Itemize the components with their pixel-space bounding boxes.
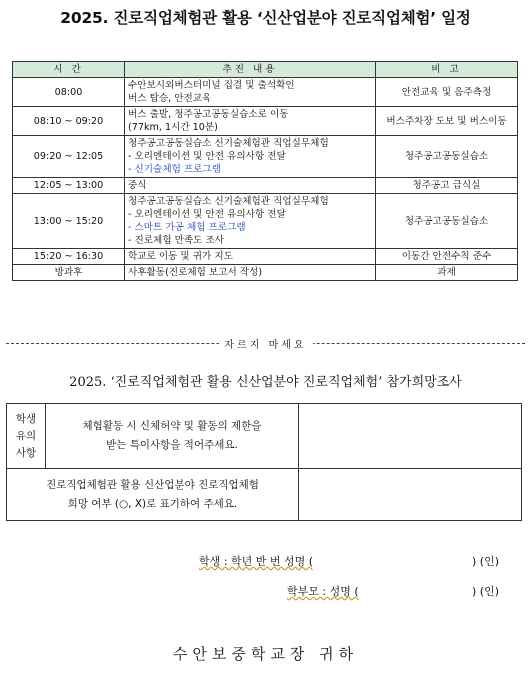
schedule-content-line: 버스 출발, 청주공고공동실습소로 이동 [128,109,289,120]
schedule-time: 12:05 ~ 13:00 [13,178,125,194]
header-content: 추진 내용 [125,62,376,78]
document-title: 2025. 진로직업체험관 활용 ‘신산업분야 진로직업체험’ 일정 [60,9,471,27]
schedule-content-line: - 스마트 가공 체험 프로그램 [128,222,246,233]
schedule-content-line: - 오리엔테이션 및 안전 유의사항 전달 [128,209,286,220]
schedule-row [13,249,518,265]
schedule-content [125,107,376,136]
schedule-content-line: 청주공고공동실습소 신기술체험관 직업실무체험 [128,138,329,149]
schedule-row [13,107,518,136]
survey-table [6,403,522,521]
schedule-row [13,136,518,178]
student-seal: ) (인) [472,555,499,568]
schedule-row [13,265,518,281]
schedule-content-line: 버스 탑승, 안전교육 [128,93,212,104]
schedule-note: 청주공고공동실습소 [376,194,518,249]
schedule-note: 과제 [376,265,518,281]
schedule-table [12,61,518,281]
label-line: 유의 [15,429,37,442]
schedule-content-line: - 신기술체험 프로그램 [128,164,221,175]
question-line: 진로직업체험관 활용 신산업분야 진로직업체험 [46,478,259,491]
schedule-note: 청주공고공동실습소 [376,136,518,178]
schedule-time: 08:10 ~ 09:20 [13,107,125,136]
schedule-row [13,194,518,249]
label-line: 학생 [15,412,37,425]
schedule-time: 08:00 [13,78,125,107]
student-signature-label: 학생 : 학년 반 번 성명 ( [199,555,313,568]
cut-line-label: 자르지 마세요 [218,336,312,351]
schedule-note: 청주공고 급식실 [376,178,518,194]
schedule-content-line: 중식 [128,180,147,191]
schedule-note: 안전교육 및 음주측정 [376,78,518,107]
principal-addressee: 수안보중학교장 귀하 [172,645,359,663]
special-notes-question [46,404,299,469]
schedule-time: 09:20 ~ 12:05 [13,136,125,178]
label-line: 사항 [15,446,37,459]
schedule-time: 방과후 [13,265,125,281]
schedule-content [125,249,376,265]
schedule-note: 버스주차장 도보 및 버스이동 [376,107,518,136]
schedule-note: 이동간 안전수칙 준수 [376,249,518,265]
schedule-row [13,178,518,194]
schedule-content [125,265,376,281]
schedule-time: 13:00 ~ 15:20 [13,194,125,249]
participation-question [7,469,299,521]
survey-title: 2025. ‘진로직업체험관 활용 신산업분야 진로직업체험’ 참가희망조사 [69,375,462,390]
special-notes-answer[interactable] [299,404,522,469]
parent-signature-line [287,583,359,599]
student-notes-label [7,404,46,469]
schedule-header-row [13,62,518,78]
question-line: 받는 특이사항을 적어주세요. [106,439,238,451]
cut-line [6,340,525,356]
header-note: 비 고 [376,62,518,78]
schedule-content [125,136,376,178]
schedule-content-line: 학교로 이동 및 귀가 지도 [128,251,233,262]
student-signature-line [199,553,313,569]
schedule-content [125,78,376,107]
schedule-content-line: - 오리엔테이션 및 안전 유의사항 전달 [128,151,286,162]
participation-answer[interactable] [299,469,522,521]
schedule-content-line: 사후활동(진로체험 보고서 작성) [128,267,263,278]
schedule-content-line: (77km, 1시간 10분) [128,122,218,133]
question-line: 체험활동 시 신체허약 및 활동의 제한을 [82,420,262,432]
schedule-content-line: - 진로체험 만족도 조사 [128,235,225,246]
schedule-content [125,178,376,194]
schedule-row [13,78,518,107]
schedule-time: 15:20 ~ 16:30 [13,249,125,265]
header-time: 시 간 [13,62,125,78]
question-line: 희망 여부 (○, X)로 표기하여 주세요. [67,497,238,510]
parent-seal: ) (인) [472,585,499,598]
parent-signature-label: 학부모 : 성명 ( [287,585,359,598]
schedule-content-line: 청주공고공동실습소 신기술체험관 직업실무체험 [128,196,329,207]
schedule-content [125,194,376,249]
schedule-content-line: 수안보시외버스터미널 집결 및 출석확인 [128,80,295,91]
